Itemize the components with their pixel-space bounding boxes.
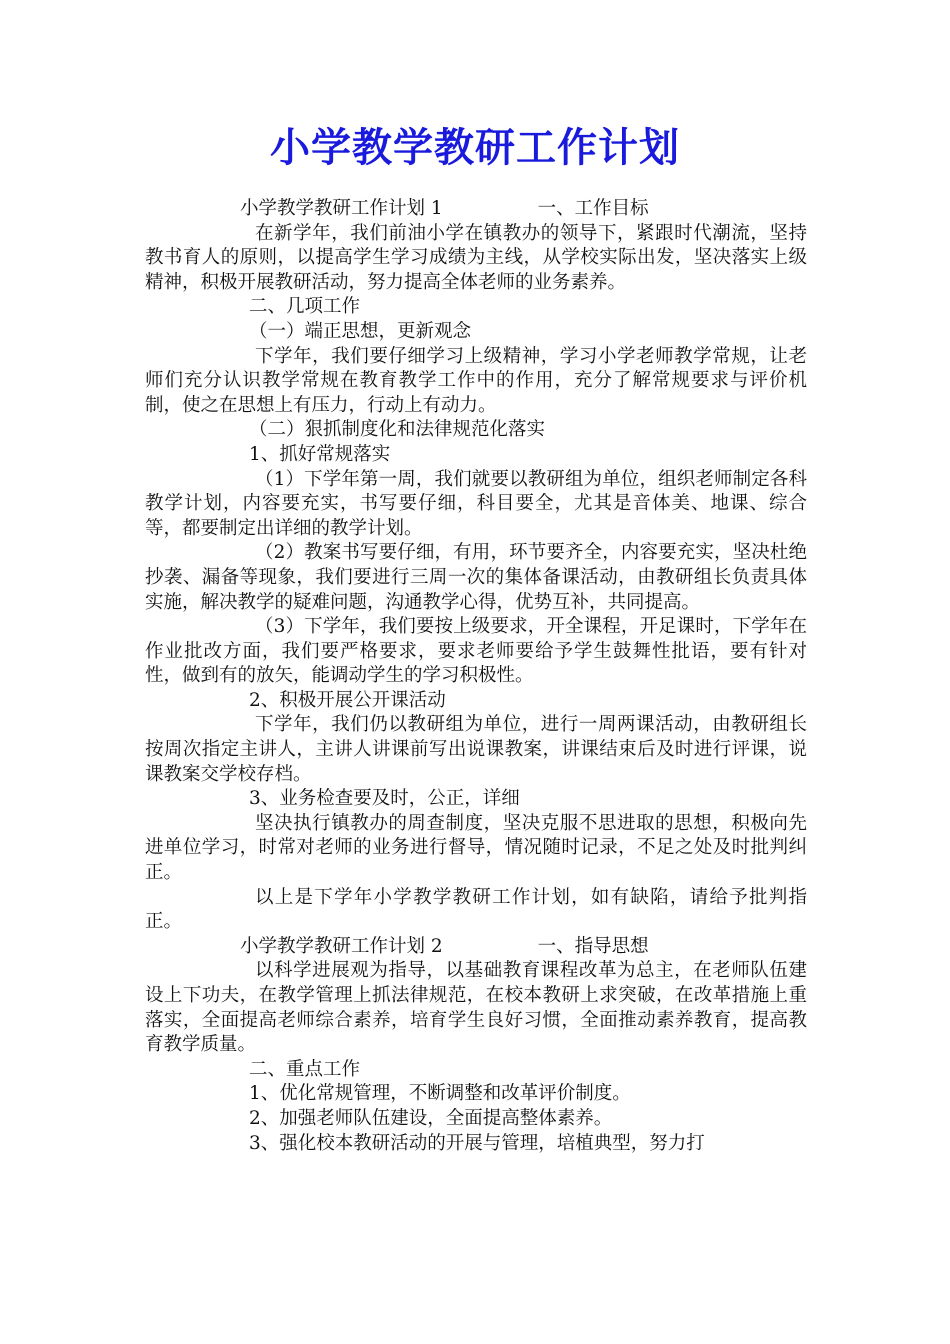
plan1-sub1-p2: （2）教案书写要仔细，有用，环节要齐全，内容要充实，坚决杜绝抄袭、漏备等现象，我们要进行三周一次的集体备课活动，由教研组长负责具体实施，解决教学的疑难问题，沟通教学心得，优势互补，共同提高。 — [145, 542, 807, 613]
plan2-section1-text: 以科学进展观为指导，以基础教育课程改革为总主，在老师队伍建设上下功夫，在教学管理上抓法律规范，在校本教研上求突破，在改革措施上重落实，全面提高老师综合素养，培育学生良好习惯，全面推动素养教育，提高教育教学质量。 — [145, 960, 807, 1056]
plan2-point3: 3、强化校本教研活动的开展与管理，培植典型，努力打 — [249, 1132, 705, 1154]
plan1-sub3-text: 坚决执行镇教办的周查制度，坚决克服不思进取的思想，积极向先进单位学习，时常对老师的业务进行督导，情况随时记录，不足之处及时批判纠正。 — [145, 812, 807, 884]
plan2-heading-line — [145, 935, 807, 960]
plan1-sub2-text: 下学年，我们仍以教研组为单位，进行一周两课活动，由教研组长按周次指定主讲人，主讲人讲课前写出说课教案，讲课结束后及时进行评课，说课教案交学校存档。 — [145, 714, 807, 785]
plan1-heading: 小学教学教研工作计划 1 — [240, 198, 443, 219]
plan1-sub1-p3: （3）下学年，我们要按上级要求，开全课程，开足课时，下学年在作业批改方面，我们要严格要求，要求老师要给予学生鼓舞性批语，要有针对性，做到有的放矢，能调动学生的学习积极性。 — [145, 616, 807, 687]
plan2-section2-title: 二、重点工作 — [249, 1058, 361, 1080]
plan2-heading: 小学教学教研工作计划 2 — [240, 935, 443, 957]
plan1-item1-title: （一）端正思想，更新观念 — [249, 320, 472, 342]
plan2-section1-title: 一、指导思想 — [537, 935, 649, 957]
plan2-point2: 2、加强老师队伍建设，全面提高整体素养。 — [249, 1107, 613, 1129]
plan1-heading-line — [145, 197, 807, 222]
plan1-closing: 以上是下学年小学教学教研工作计划，如有缺陷，请给予批判指正。 — [145, 886, 807, 933]
document-body — [145, 197, 807, 1156]
plan1-section2-title: 二、几项工作 — [249, 296, 361, 318]
plan1-sub3-title: 3、业务检查要及时，公正，详细 — [249, 788, 520, 810]
plan1-sub1-title: 1、抓好常规落实 — [249, 443, 391, 465]
plan2-point1: 1、优化常规管理，不断调整和改革评价制度。 — [249, 1083, 631, 1105]
plan1-sub2-title: 2、积极开展公开课活动 — [249, 689, 446, 711]
plan1-sub1-p1: （1）下学年第一周，我们就要以教研组为单位，组织老师制定各科教学计划，内容要充实，书写要仔细，科目要全，尤其是音体美、地课、综合等，都要制定出详细的教学计划。 — [145, 468, 807, 539]
plan1-item1-text: 下学年，我们要仔细学习上级精神，学习小学老师教学常规，让老师们充分认识教学常规在教育教学工作中的作用，充分了解常规要求与评价机制，使之在思想上有压力，行动上有动力。 — [145, 345, 807, 416]
plan1-item2-title: （二）狠抓制度化和法律规范化落实 — [249, 419, 546, 441]
plan1-section1-text: 在新学年，我们前油小学在镇教办的领导下，紧跟时代潮流，坚持教书育人的原则，以提高学生学习成绩为主线，从学校实际出发，坚决落实上级精神，积极开展教研活动，努力提高全体老师的业务素养。 — [145, 222, 807, 293]
plan1-section1-title: 一、工作目标 — [537, 198, 649, 219]
document-title: 小学教学教研工作计划 — [270, 125, 680, 171]
